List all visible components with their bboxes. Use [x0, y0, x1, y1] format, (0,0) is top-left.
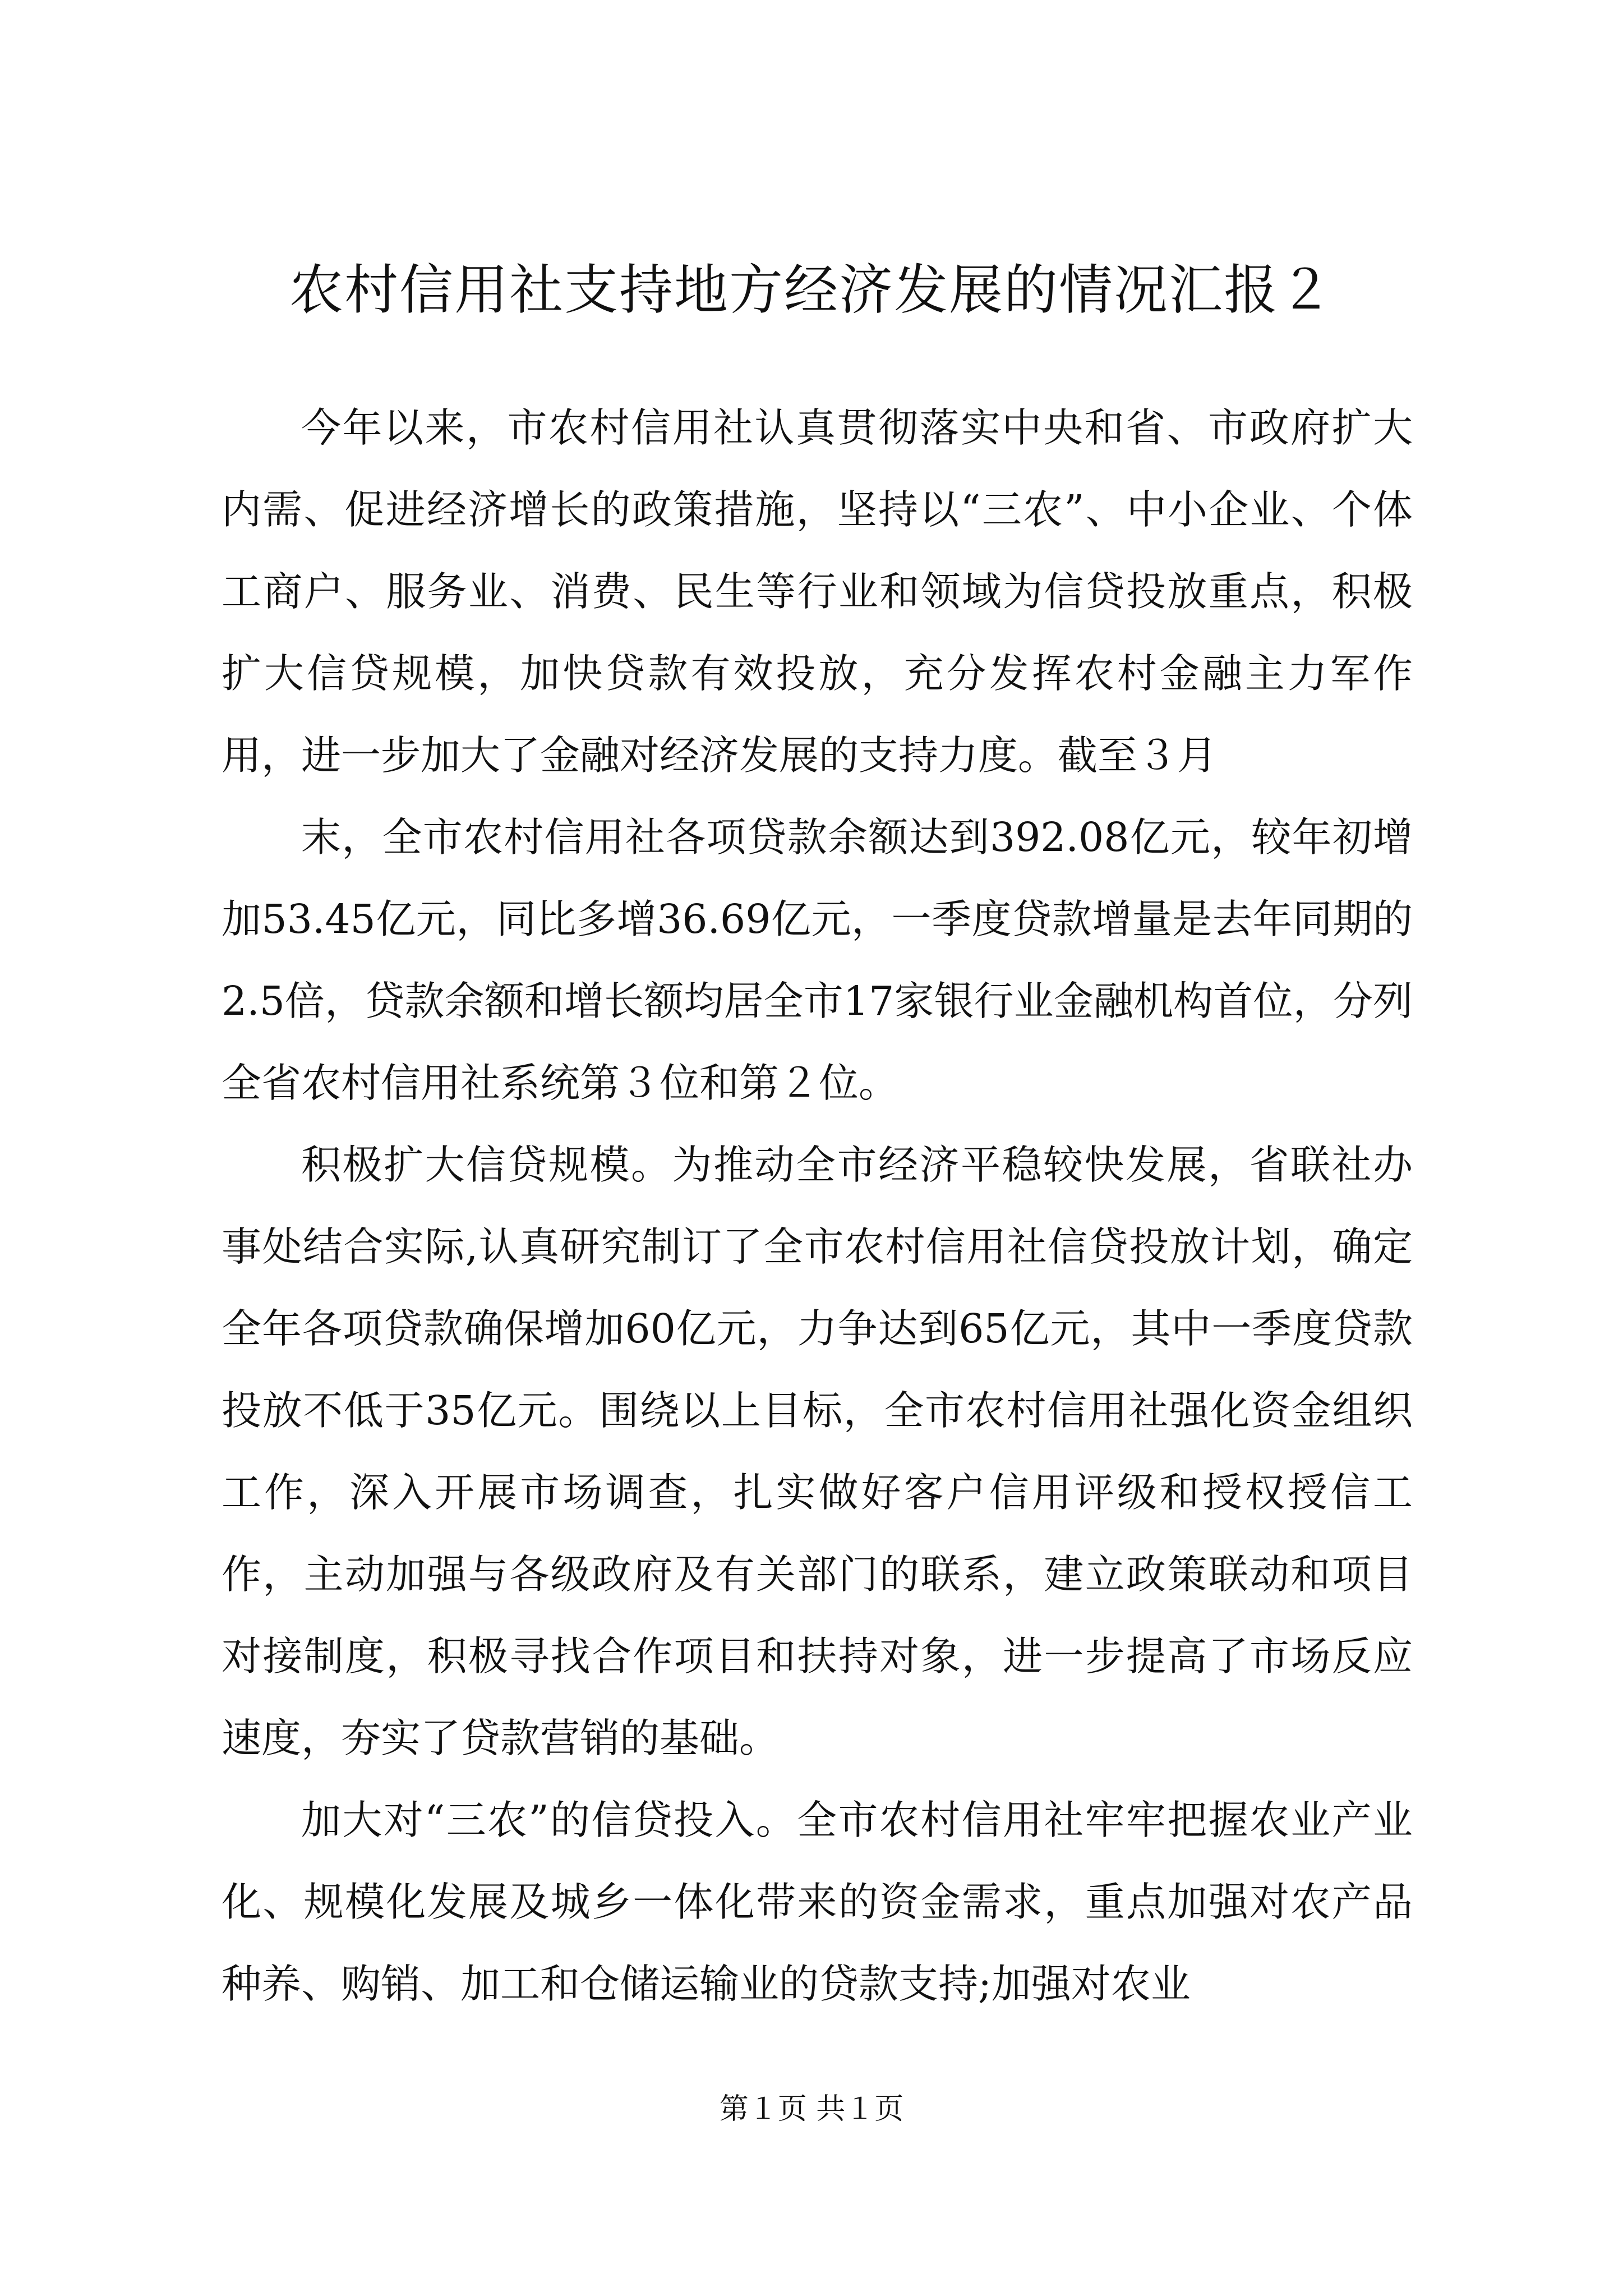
document-title: 农村信用社支持地方经济发展的情况汇报２ [289, 259, 1334, 321]
paragraph-3: 积极扩大信贷规模。为推动全市经济平稳较快发展，省联社办事处结合实际,认真研究制订了全市农村信用社信贷投放计划，确定全年各项贷款确保增加60亿元，力争达到65亿元，其中一季度贷款投放不低于35亿元。围绕以上目标，全市农村信用社强化资金组织工作，深入开展市场调查，扎实做好客户信用评级和授权授信工作，主动加强与各级政府及有关部门的联系，建立政策联动和项目对接制度，积极寻找合作项目和扶持对象，进一步提高了市场反应速度，夯实了贷款营销的基础。 [222, 1142, 1413, 1761]
paragraph-2: 末，全市农村信用社各项贷款余额达到392.08亿元，较年初增加53.45亿元，同比多增36.69亿元，一季度贷款增量是去年同期的2.5倍，贷款余额和增长额均居全市17家银行业金融机构首位，分列全省农村信用社系统第３位和第２位。 [222, 814, 1413, 1106]
paragraph-4: 加大对“三农”的信贷投入。全市农村信用社牢牢把握农业产业化、规模化发展及城乡一体化带来的资金需求，重点加强对农产品种养、购销、加工和仓储运输业的贷款支持;加强对农业 [222, 1797, 1413, 2007]
document-body [222, 387, 1413, 2025]
page-number-footer: 第１页 共１页 [719, 2092, 904, 2126]
paragraph-1: 今年以来，市农村信用社认真贯彻落实中央和省、市政府扩大内需、促进经济增长的政策措施，坚持以“三农”、中小企业、个体工商户、服务业、消费、民生等行业和领域为信贷投放重点，积极扩大信贷规模，加快贷款有效投放，充分发挥农村金融主力军作用，进一步加大了金融对经济发展的支持力度。截至３月 [222, 404, 1413, 779]
